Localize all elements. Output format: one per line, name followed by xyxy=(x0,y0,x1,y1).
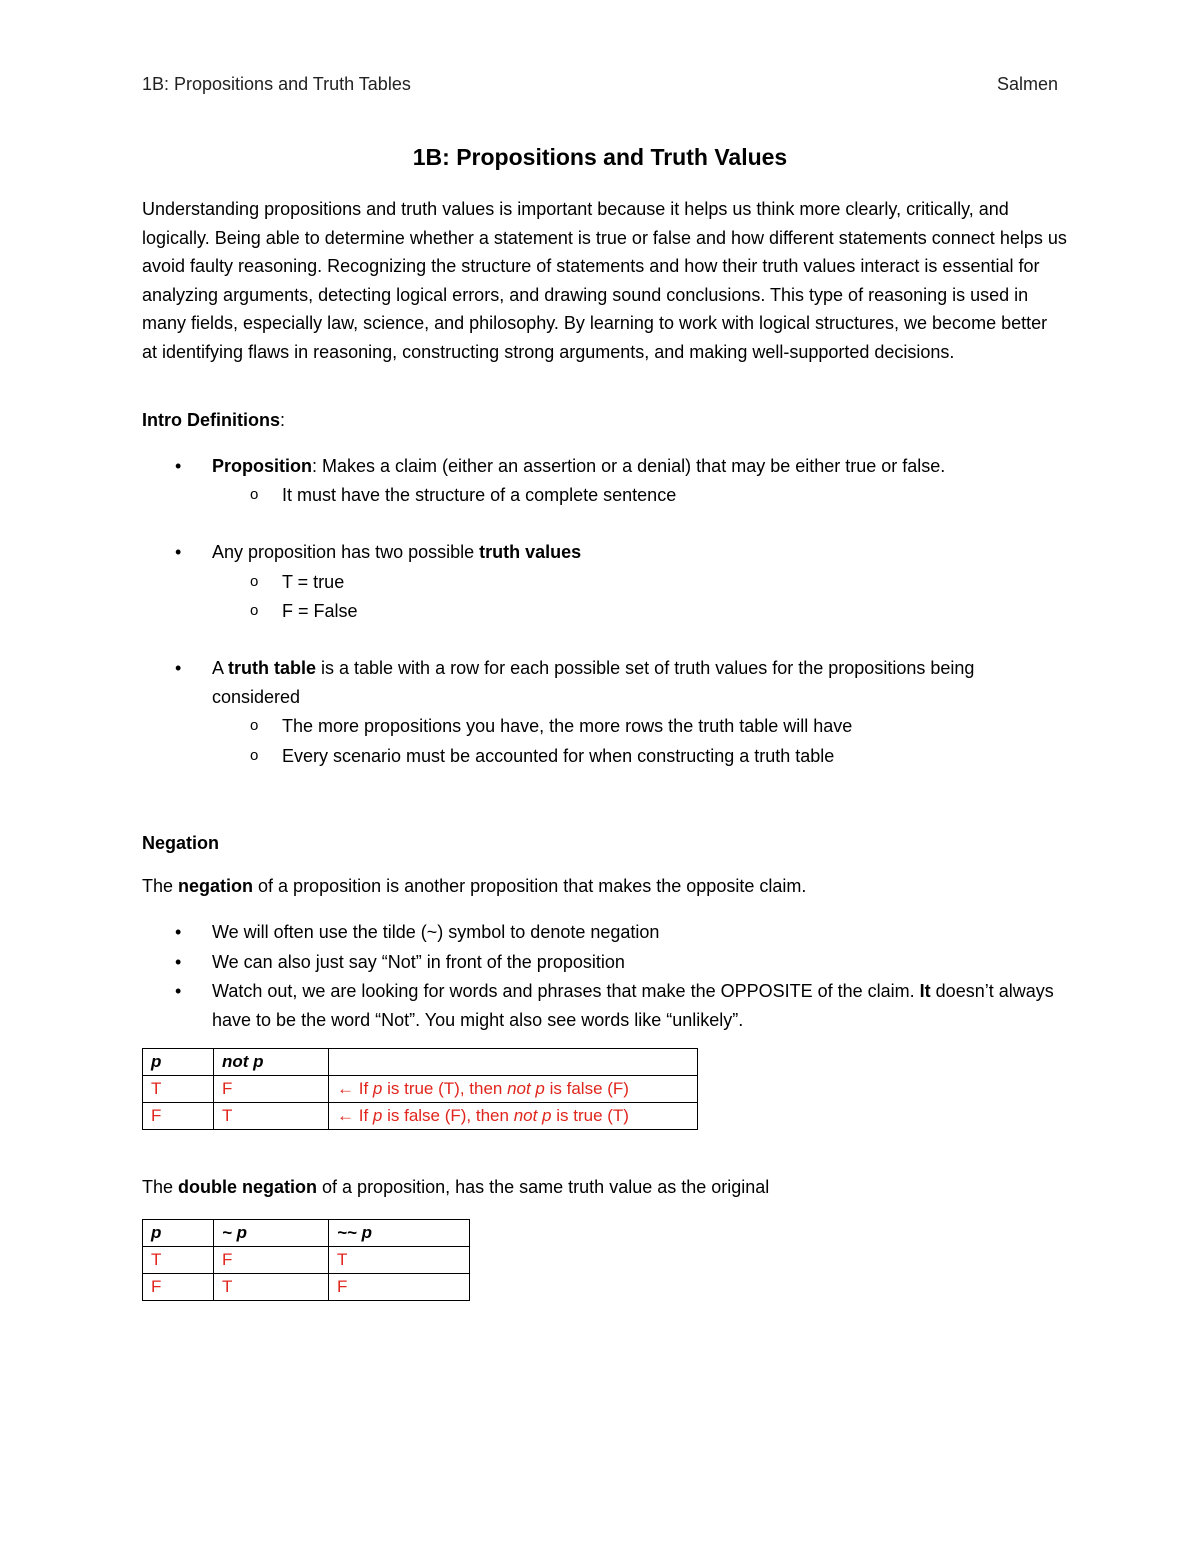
bullet-icon: • xyxy=(175,951,182,972)
sub-list-item: o The more propositions you have, the more rows the truth table will have xyxy=(142,712,1067,741)
bullet-icon: • xyxy=(175,922,182,942)
table-header-cell: p xyxy=(143,1049,214,1076)
list-item: • Proposition: Makes a claim (either an assertion or a denial) that may be either true or false. xyxy=(142,452,1067,481)
list-item: • We can also just say “Not” in front of the proposition xyxy=(142,948,1067,977)
sub-bullet-icon: o xyxy=(250,602,259,620)
table-row xyxy=(143,1247,470,1274)
list-item: • A truth table is a table with a row for each possible set of truth values for the propositions being considered xyxy=(142,654,1067,711)
table-cell: F xyxy=(143,1274,214,1301)
bullet-icon: • xyxy=(175,542,182,562)
page-title: 1B: Propositions and Truth Values xyxy=(412,144,788,170)
sub-list-item: o T = true xyxy=(142,568,1067,597)
header-title: 1B: Propositions and Truth Tables xyxy=(142,74,411,94)
negation-heading: Negation xyxy=(142,833,220,853)
double-negation-truth-table xyxy=(142,1219,470,1301)
header-author: Salmen xyxy=(996,74,1058,94)
sub-list-item: o Every scenario must be accounted for when constructing a truth table xyxy=(142,742,1067,771)
table-cell: T xyxy=(143,1247,214,1274)
table-cell: F xyxy=(143,1103,214,1130)
left-arrow-icon: ← xyxy=(337,1079,354,1098)
bullet-icon: • xyxy=(175,456,182,476)
sub-bullet-icon: o xyxy=(250,572,259,590)
table-cell: T xyxy=(214,1274,329,1301)
table-row xyxy=(143,1274,470,1301)
sub-list-item: o F = False xyxy=(142,597,1067,626)
sub-list-item: o It must have the structure of a complete sentence xyxy=(142,481,1067,510)
sub-bullet-icon: o xyxy=(250,717,259,735)
table-header-row xyxy=(143,1220,470,1247)
double-negation-definition: The double negation of a proposition, has the same truth value as the original xyxy=(142,1177,770,1197)
table-header-cell: p xyxy=(143,1220,214,1247)
table-cell: F xyxy=(214,1076,329,1103)
bullet-icon: • xyxy=(175,981,182,1002)
negation-definition: The negation of a proposition is another proposition that makes the opposite claim. xyxy=(142,876,807,896)
table-row xyxy=(143,1103,698,1130)
truth-table-list xyxy=(142,654,1067,770)
intro-text: Understanding propositions and truth values is important because it helps us think more clearly, critically, and logically. Being able to determine whether a statement is true or false and how different statements connect helps us avoid faulty reasoning. Recognizing the structure of statements and how their truth values interact is essential for analyzing arguments, detecting logical errors, and drawing sound conclusions. This type of reasoning is used in many fields, especially law, science, and philosophy. By learning to work with logical structures, we become better at identifying flaws in reasoning, constructing strong arguments, and making well-supported decisions. xyxy=(142,199,1067,362)
table-row xyxy=(143,1076,698,1103)
definitions-list xyxy=(142,452,1067,509)
list-item: • Watch out, we are looking for words and phrases that make the OPPOSITE of the claim. It doesn’t always have to be the word “Not”. You might also see words like “unlikely”. xyxy=(142,977,1067,1034)
table-header-cell xyxy=(329,1049,698,1076)
truth-values-list xyxy=(142,538,1067,626)
table-cell: F xyxy=(214,1247,329,1274)
left-arrow-icon: ← xyxy=(337,1106,354,1125)
bullet-icon: • xyxy=(175,658,182,678)
sub-bullet-icon: o xyxy=(250,746,259,764)
table-cell: T xyxy=(143,1076,214,1103)
table-cell: ← If p is false (F), then not p is true (T) xyxy=(329,1103,698,1130)
negation-list xyxy=(142,918,1067,1034)
sub-bullet-icon: o xyxy=(250,485,259,503)
intro-paragraph xyxy=(142,195,1067,367)
table-header-cell: ~~ p xyxy=(329,1220,470,1247)
table-header-cell: not p xyxy=(214,1049,329,1076)
list-item: • We will often use the tilde (~) symbol to denote negation xyxy=(142,918,1067,947)
definitions-heading: Intro Definitions: xyxy=(142,410,286,430)
table-cell: T xyxy=(329,1247,470,1274)
list-item: • Any proposition has two possible truth values xyxy=(142,538,1067,567)
table-cell: ← If p is true (T), then not p is false (F) xyxy=(329,1076,698,1103)
table-cell: T xyxy=(214,1103,329,1130)
negation-truth-table xyxy=(142,1048,698,1130)
page-header xyxy=(142,74,1058,98)
table-header-row xyxy=(143,1049,698,1076)
table-header-cell: ~ p xyxy=(214,1220,329,1247)
table-cell: F xyxy=(329,1274,470,1301)
